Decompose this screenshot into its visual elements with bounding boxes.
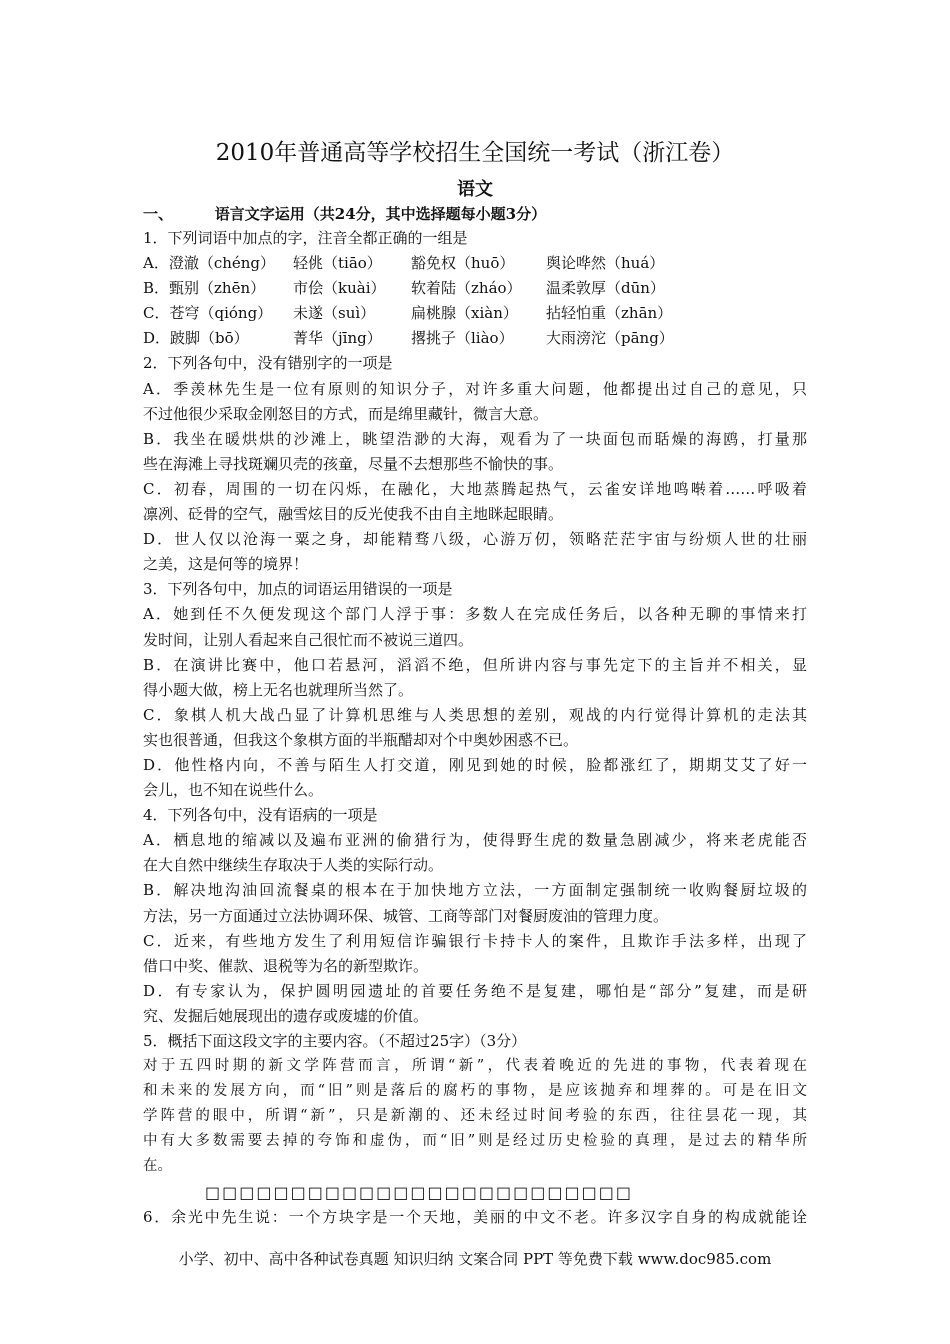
option-item: 舆论哗然（huá）	[546, 254, 665, 273]
question-3-line: 实也很普通，但我这个象棋方面的半瓶醋却对个中奥妙困惑不已。	[143, 730, 579, 749]
passage-line: 和未来的发展方向，而“旧”则是落后的腐朽的事物，是应该抛弃和埋葬的。可是在旧文	[143, 1083, 807, 1100]
question-4-line: C．近来，有些地方发生了利用短信诈骗银行卡持卡人的案件，且欺诈手法多样，出现了	[143, 931, 807, 950]
option-item: A．澄澈（chéng）	[143, 254, 276, 273]
question-2-line: 之美，这是何等的境界！	[143, 555, 309, 574]
section-heading	[143, 203, 546, 224]
exam-title: 2010年普通高等学校招生全国统一考试（浙江卷）	[215, 140, 735, 166]
question-4-line: 在大自然中继续生存取决于人类的实际行动。	[143, 856, 444, 875]
option-item: 扁桃腺（xiàn）	[411, 304, 518, 323]
question-2-line: D．世人仅以沧海一粟之身，却能精骛八级，心游万仞，领略茫茫宇宙与纷烦人世的壮丽	[143, 530, 807, 549]
question-3-line: A．她到任不久便发现这个部门人浮于事：多数人在完成任务后，以各种无聊的事情来打	[143, 605, 807, 624]
question-1-option	[143, 301, 807, 326]
option-item: 豁免权（huō）	[411, 254, 515, 273]
passage-line: 对于五四时期的新文学阵营而言，所谓“新”，代表着晚近的先进的事物，代表着现在	[143, 1058, 807, 1075]
question-1-option	[143, 251, 807, 276]
option-item: 温柔敦厚（dūn）	[546, 279, 665, 298]
question-4-line: 借口中奖、催款、退税等为名的新型欺诈。	[143, 956, 429, 975]
option-item: 未遂（suì）	[293, 304, 376, 323]
question-3-line: C．象棋人机大战凸显了计算机思维与人类思想的差别，观战的内行觉得计算机的走法其	[143, 705, 807, 724]
option-item: 轻佻（tiāo）	[293, 254, 382, 273]
subject-title: 语文	[457, 179, 493, 200]
option-item: 软着陆（zháo）	[411, 279, 522, 298]
passage-line: 中有大多数需要去掉的夸饰和虚伪，而“旧”则是经过历史检验的真理，是过去的精华所	[143, 1133, 807, 1150]
option-item: D．跛脚（bō）	[143, 329, 249, 348]
question-4-line: 方法，另一方面通过立法协调环保、城管、工商等部门对餐厨废油的管理力度。	[143, 906, 669, 925]
question-4-stem: 4．下列各句中，没有语病的一项是	[143, 806, 378, 825]
question-2-line: 不过他很少采取金刚怒目的方式，而是绵里藏针，微言大意。	[143, 404, 549, 423]
question-1-option	[143, 326, 807, 351]
question-2-line: B．我坐在暖烘烘的沙滩上，眺望浩渺的大海，观看为了一块面包而聒燥的海鸥，打量那	[143, 429, 807, 448]
question-4-line: D．有专家认为，保护圆明园遗址的首要任务绝不是复建，哪怕是“部分”复建，而是研	[143, 981, 807, 1000]
question-2-line: C．初春，周围的一切在闪烁，在融化，大地蒸腾起热气，云雀安详地鸣啭着……呼吸着	[143, 479, 807, 498]
option-item: 撂挑子（liào）	[411, 329, 514, 348]
question-3-line: 会儿，也不知在说些什么。	[143, 781, 324, 800]
question-2-stem: 2．下列各句中，没有错别字的一项是	[143, 354, 393, 373]
question-2-line: A．季羡林先生是一位有原则的知识分子，对许多重大问题，他都提出过自己的意见，只	[143, 379, 807, 398]
question-3-line: 得小题大做，榜上无名也就理所当然了。	[143, 680, 414, 699]
question-1-option	[143, 276, 807, 301]
question-3-line: D．他性格内向，不善与陌生人打交道，刚见到她的时候，脸都涨红了，期期艾艾了好一	[143, 755, 807, 774]
question-3-stem: 3．下列各句中，加点的词语运用错误的一项是	[143, 580, 453, 599]
question-1-stem: 1．下列词语中加点的字，注音全都正确的一组是	[143, 229, 468, 247]
question-6-line: 6．余光中先生说：一个方块字是一个天地，美丽的中文不老。许多汉字自身的构成就能诠	[143, 1207, 807, 1226]
document-body	[143, 226, 807, 1230]
question-5-stem: 5．概括下面这段文字的主要内容。（不超过25字）（3分）	[143, 1032, 527, 1050]
question-3-line: B．在演讲比赛中，他口若悬河，滔滔不绝，但所讲内容与事先定下的主旨并不相关，显	[143, 655, 807, 674]
option-item: 菁华（jīng）	[293, 329, 382, 348]
section-title: 语言文字运用（共24分，其中选择题每小题3分）	[214, 205, 547, 223]
option-item: 大雨滂沱（pāng）	[546, 329, 674, 348]
footer-text: 小学、初中、高中各种试卷真题 知识归纳 文案合同 PPT 等免费下载 www.doc985.com	[178, 1250, 772, 1268]
question-2-line: 些在海滩上寻找斑斓贝壳的孩童，尽量不去想那些不愉快的事。	[143, 454, 564, 473]
section-number: 一、	[143, 205, 174, 223]
option-item: 市侩（kuài）	[293, 279, 386, 298]
question-4-line: B．解决地沟油回流餐桌的根本在于加快地方立法，一方面制定强制统一收购餐厨垃圾的	[143, 881, 807, 900]
answer-boxes[interactable]: □□□□□□□□□□□□□□□□□□□□□□□□□	[205, 1182, 633, 1202]
option-item: 拈轻怕重（zhān）	[546, 304, 673, 323]
option-item: C．苍穹（qióng）	[143, 304, 273, 323]
question-3-line: 发时间，让别人看起来自己很忙而不被说三道四。	[143, 630, 474, 649]
passage-line: 学阵营的眼中，所谓“新”，只是新潮的、还未经过时间考验的东西，往往昙花一现，其	[143, 1108, 807, 1125]
question-2-line: 凛冽、砭骨的空气，融雪炫目的反光使我不由自主地眯起眼睛。	[143, 505, 564, 524]
option-item: B．甄别（zhēn）	[143, 279, 266, 298]
question-4-line: 究、发掘后她展现出的遗存或废墟的价值。	[143, 1006, 429, 1025]
passage-line: 在。	[143, 1158, 172, 1175]
question-4-line: A．栖息地的缩减以及遍布亚洲的偷猎行为，使得野生虎的数量急剧减少，将来老虎能否	[143, 831, 807, 850]
